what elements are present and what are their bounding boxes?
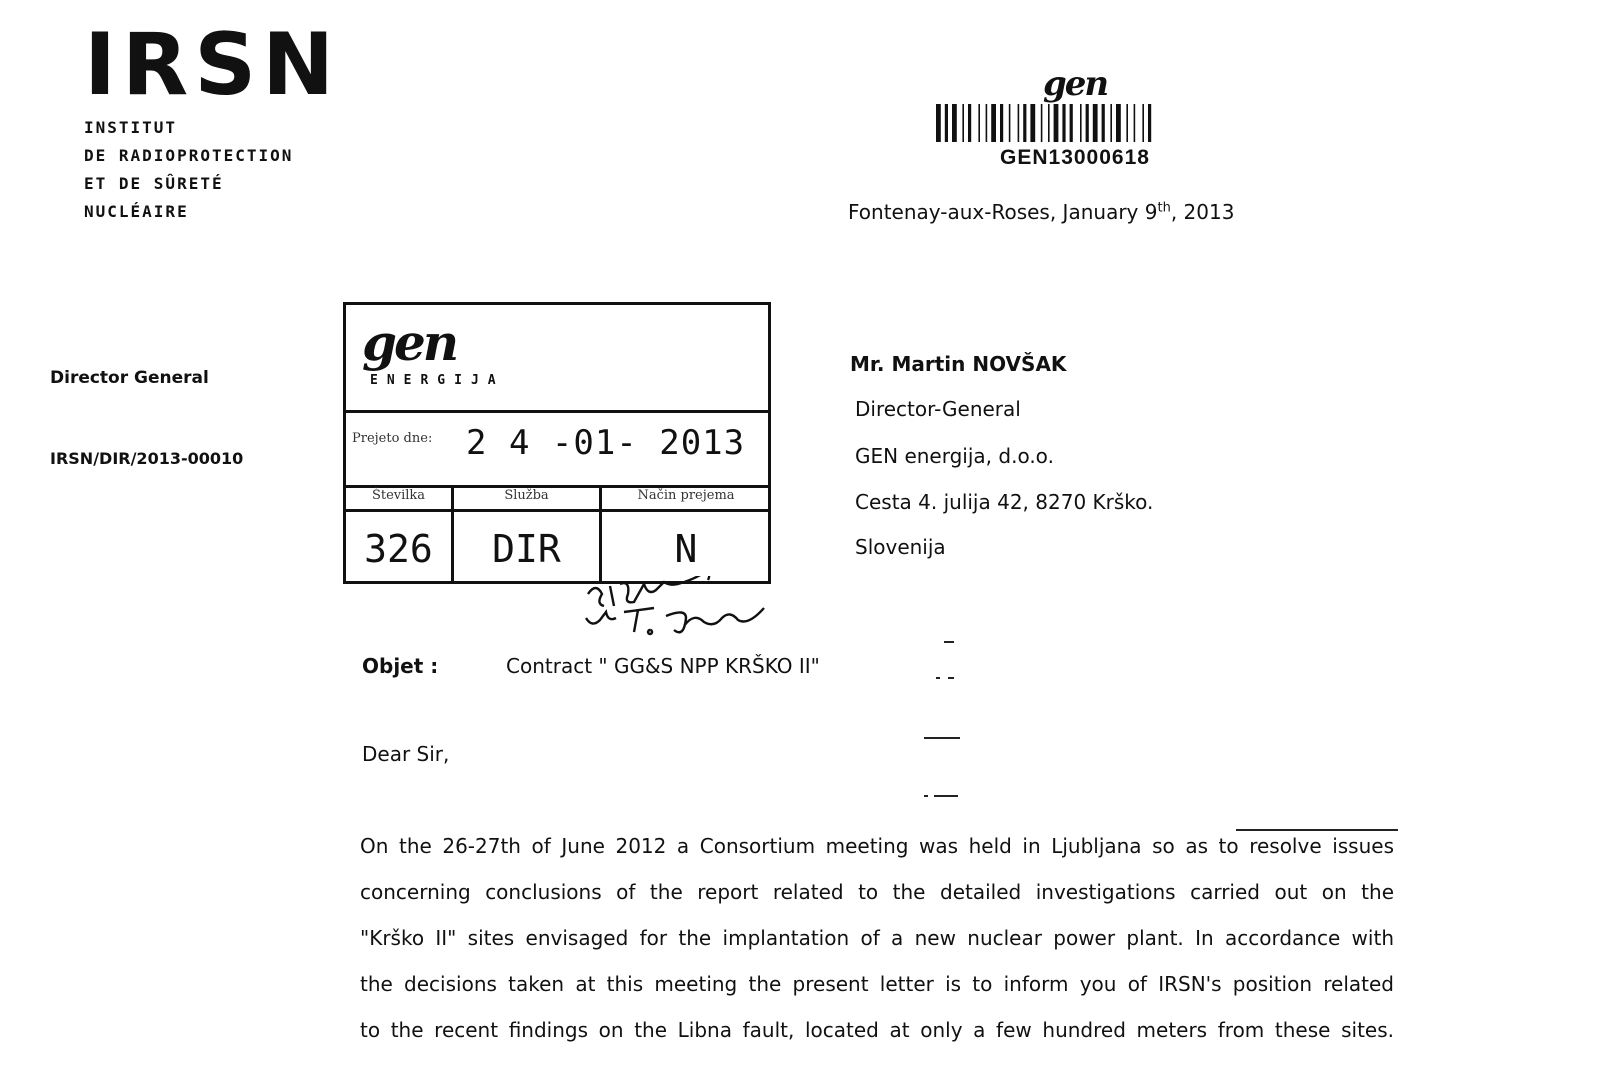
institute-line-1: INSTITUT [84, 118, 178, 137]
barcode-bar [962, 104, 964, 142]
reception-stamp [343, 302, 771, 584]
irsn-logo-letters: IRSN [84, 15, 341, 115]
stamp-divider [346, 410, 768, 413]
salutation: Dear Sir, [362, 742, 450, 766]
subject-text: Contract " GG&S NPP KRŠKO II" [506, 654, 820, 678]
irsn-logo-text [84, 15, 341, 115]
barcode-bar [978, 104, 980, 142]
barcode-bar [1116, 104, 1121, 142]
barcode-bar [1070, 104, 1073, 142]
stamp-gen-logo [362, 313, 457, 372]
barcode-bar [1048, 104, 1050, 142]
barcode-bar [1054, 104, 1059, 142]
barcode-bar [1134, 104, 1136, 142]
sender-role: Director General [50, 368, 209, 388]
date-prefix: Fontenay-aux-Roses, January 9 [848, 200, 1158, 224]
date-line [848, 200, 1234, 224]
barcode-bar [1148, 104, 1151, 142]
stamp-divider [346, 509, 768, 512]
body-line-4: the decisions taken at this meeting the present letter is to inform you of IRSN's position related [360, 972, 1394, 996]
gen-logo [930, 64, 1220, 104]
barcode-bar [952, 104, 957, 142]
barcode-bar [1080, 104, 1082, 142]
recipient-country: Slovenija [855, 535, 946, 559]
barcode-bar [1009, 104, 1011, 142]
body-line-5: to the recent findings on the Libna fault, located at only a few hundred meters from these sites. [360, 1018, 1394, 1042]
barcode-bar [1000, 104, 1003, 142]
institute-line-2: DE RADIOPROTECTION [84, 146, 294, 165]
barcode-bar [968, 104, 971, 142]
gen-barcode-block [930, 64, 1220, 170]
date-suffix: th [1157, 200, 1171, 216]
barcode-bar [1030, 104, 1035, 142]
stamp-date: 2 4 -01- 2013 [466, 423, 746, 463]
stamp-date-label: Prejeto dne: [352, 431, 433, 446]
stamp-value-method: N [674, 527, 698, 571]
stamp-header-service: Služba [504, 488, 549, 503]
stamp-header-number: Številka [371, 488, 426, 503]
barcode-bar [991, 104, 996, 142]
barcode-bar [1102, 104, 1105, 142]
barcode-bar [1093, 104, 1098, 142]
body-line-2: concerning conclusions of the report related to the detailed investigations carried out on the [360, 880, 1394, 904]
barcode-bar [1041, 104, 1043, 142]
handwritten-signature [580, 576, 780, 644]
recipient-address: Cesta 4. julija 42, 8270 Krško. [855, 490, 1154, 514]
stamp-logo-text: gen [362, 313, 457, 372]
barcode-bar [1142, 104, 1144, 142]
date-year: , 2013 [1170, 200, 1235, 224]
reference-number: IRSN/DIR/2013-00010 [50, 449, 244, 468]
barcode-number: GEN13000618 [1000, 146, 1150, 169]
subject-label: Objet : [362, 654, 439, 678]
barcode-bar [1018, 104, 1020, 142]
stamp-header-method: Način prejema [637, 488, 735, 503]
gen-logo-text: gen [1042, 64, 1108, 104]
recipient-company: GEN energija, d.o.o. [855, 444, 1054, 468]
barcode-bar [1086, 104, 1089, 142]
body-line-3: "Krško II" sites envisaged for the implantation of a new nuclear power plant. In accordance with [360, 926, 1394, 950]
scan-marks [920, 636, 964, 806]
recipient-name: Mr. Martin NOVŠAK [850, 352, 1067, 376]
barcode-bar [1110, 104, 1112, 142]
body-line-1: On the 26-27th of June 2012 a Consortium meeting was held in Ljubljana so as to resolve issues [360, 834, 1394, 858]
barcode-bar [945, 104, 948, 142]
barcode-bar [1126, 104, 1128, 142]
barcode-bar [1023, 104, 1026, 142]
institute-line-3: ET DE SÛRETÉ NUCLÉAIRE [84, 174, 224, 221]
irsn-logo [84, 15, 341, 226]
barcode-bar [1062, 104, 1065, 142]
barcode-bar [986, 104, 988, 142]
stamp-value-service: DIR [492, 527, 561, 571]
barcode-icon [936, 104, 1214, 142]
stamp-subtitle: ENERGIJA [370, 373, 505, 388]
recipient-title: Director-General [855, 397, 1021, 421]
stamp-value-number: 326 [364, 527, 433, 571]
barcode-bar [936, 104, 941, 142]
